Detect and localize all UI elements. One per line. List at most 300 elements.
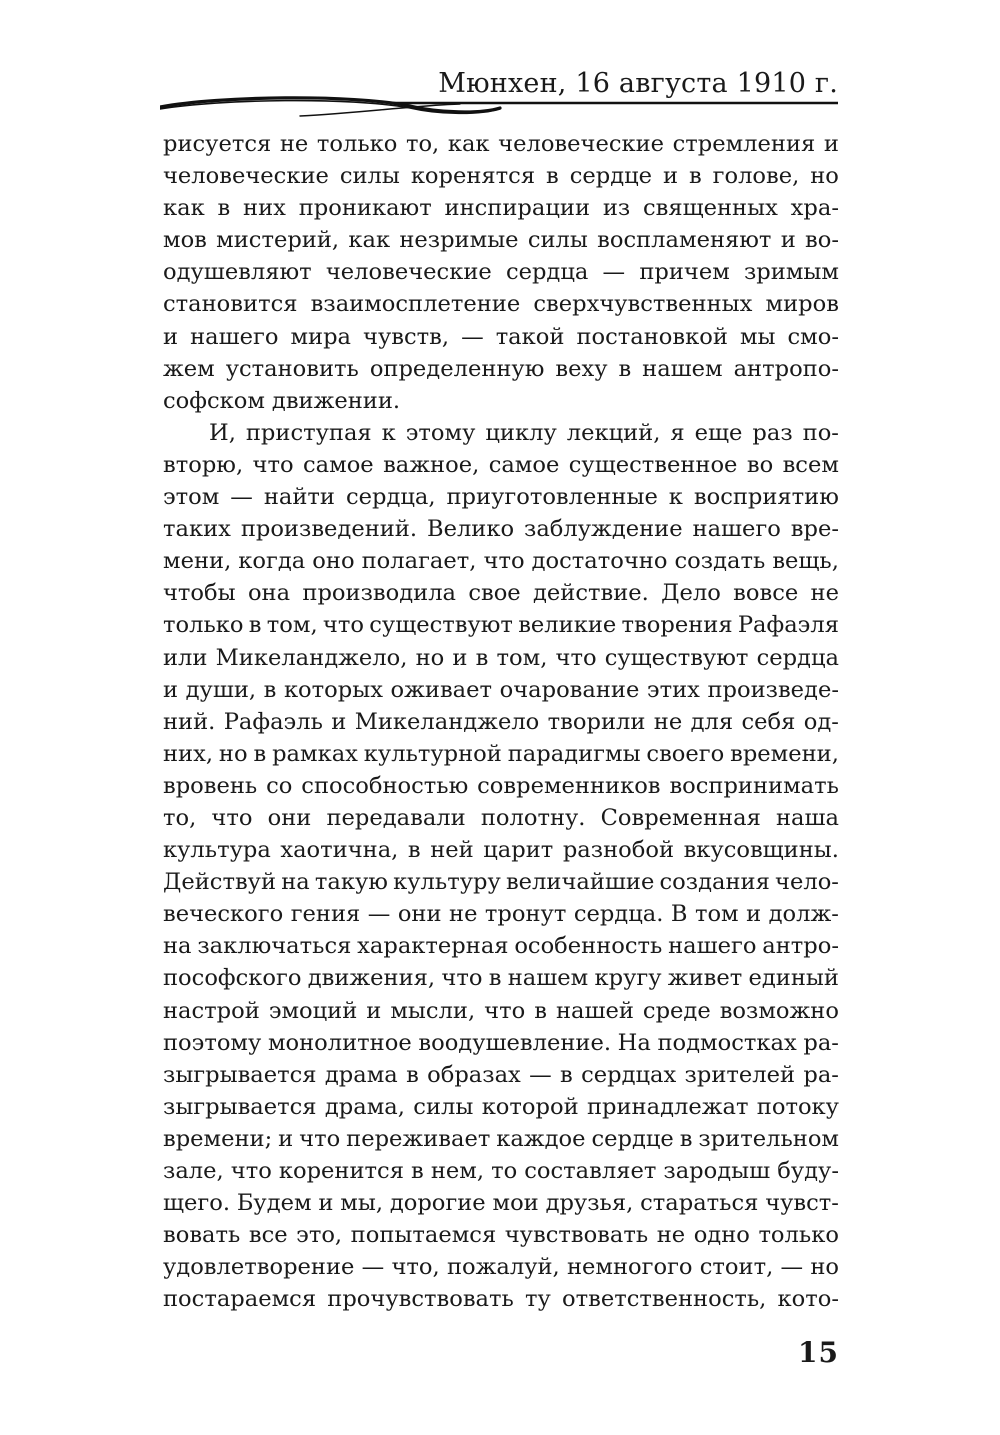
word: нашего — [190, 323, 279, 350]
word: этих — [646, 676, 700, 703]
word: подмостках — [657, 1029, 797, 1056]
word: — — [602, 259, 626, 286]
word: движения, — [307, 965, 436, 992]
word: том, — [496, 644, 548, 671]
word: чувст- — [765, 1190, 839, 1217]
word: великие — [518, 612, 617, 639]
word: в — [248, 612, 262, 639]
word: пософского — [163, 965, 302, 992]
text-line — [163, 160, 839, 192]
word: из — [602, 195, 631, 222]
word: что, — [391, 1254, 440, 1281]
text-line — [163, 1251, 839, 1283]
word: сердца — [505, 259, 589, 286]
text-line — [163, 449, 839, 481]
running-head-title: Мюнхен, 16 августа 1910 г. — [438, 68, 838, 99]
word: попытаемся — [350, 1222, 497, 1249]
word: од- — [803, 708, 839, 735]
word: ний. — [163, 708, 216, 735]
word: это, — [296, 1222, 343, 1249]
word: сверхчувственных — [533, 291, 753, 318]
word: Рафаэля — [737, 612, 839, 639]
word: культуру — [393, 869, 501, 896]
word: на — [163, 933, 192, 960]
word: сердце — [591, 1125, 674, 1152]
word: лекций, — [566, 419, 661, 446]
word: достаточно — [531, 548, 668, 575]
word: особенность — [514, 933, 663, 960]
word: в — [406, 1061, 419, 1088]
word: жем — [163, 355, 215, 382]
text-line — [163, 930, 839, 962]
word: зале, — [163, 1158, 224, 1184]
word: не — [656, 1222, 686, 1249]
word: человеческие — [325, 259, 492, 286]
word: нашего — [692, 516, 781, 543]
word: стараться — [640, 1190, 759, 1217]
text-line — [163, 1027, 839, 1059]
word: по- — [802, 419, 839, 446]
text-line — [163, 513, 839, 545]
word: не — [653, 708, 683, 735]
word: и — [746, 901, 762, 928]
word: способностью — [301, 772, 469, 799]
word: этому — [405, 419, 476, 446]
word: как — [447, 131, 490, 157]
text-line — [163, 577, 839, 609]
word: культура — [163, 837, 271, 864]
word: мира — [290, 323, 352, 350]
word: рамках — [272, 740, 358, 767]
word: в — [407, 837, 421, 864]
word: таких — [163, 516, 231, 543]
text-line — [163, 545, 839, 577]
word: движении. — [271, 387, 401, 414]
word: драма — [324, 1061, 398, 1088]
word: зрительном — [698, 1125, 839, 1152]
word: одушевляют — [163, 259, 312, 286]
text-line — [163, 1219, 839, 1251]
word: самое — [303, 451, 374, 478]
word: силы — [527, 227, 588, 254]
word: существуют — [369, 612, 513, 639]
word: не — [810, 580, 839, 607]
word: воодушевление. — [418, 1029, 611, 1056]
word: И, — [209, 419, 236, 446]
word: каждое — [496, 1125, 586, 1152]
word: взаимосплетение — [310, 291, 521, 318]
word: установить — [225, 355, 359, 382]
word: нашего — [668, 933, 757, 960]
word: том — [694, 901, 739, 928]
word: современников — [477, 772, 661, 799]
word: вре- — [790, 516, 839, 543]
word: смо- — [787, 323, 839, 350]
word: веческого — [163, 901, 284, 928]
text-line — [163, 995, 839, 1027]
word: не — [449, 901, 478, 928]
word: и — [452, 644, 468, 671]
word: — — [361, 1254, 385, 1281]
word: чтобы — [163, 580, 236, 607]
word: них, — [163, 740, 214, 767]
word: ту — [525, 1286, 551, 1313]
word: сердце — [569, 163, 653, 190]
word: хаотична, — [280, 837, 399, 864]
word: очарование — [499, 676, 640, 703]
word: характерная — [357, 933, 509, 960]
word: мов — [163, 227, 207, 254]
word: наша — [775, 804, 839, 831]
word: что — [252, 451, 294, 478]
word: В — [670, 901, 688, 928]
word: во- — [805, 227, 839, 254]
text-line — [163, 706, 839, 738]
word: буду- — [777, 1158, 839, 1184]
word: ра- — [803, 1061, 839, 1088]
word: в — [475, 644, 489, 671]
word: приуготовленные — [446, 484, 658, 511]
word: со — [266, 772, 293, 799]
word: культурной — [363, 740, 502, 767]
word: — — [230, 484, 253, 511]
word: к — [668, 484, 683, 511]
word: такую — [314, 869, 388, 896]
word: для — [690, 708, 734, 735]
word: что — [230, 1158, 272, 1184]
word: зримым — [743, 259, 839, 286]
text-line — [163, 1123, 839, 1155]
word: души, — [185, 676, 257, 703]
word: человеческие — [498, 131, 665, 157]
word: воспринимать — [669, 772, 839, 799]
word: — — [367, 901, 391, 928]
text-line — [163, 770, 839, 802]
word: ней — [430, 837, 474, 864]
word: в — [560, 1061, 573, 1088]
text-line — [163, 353, 839, 385]
word: долж- — [768, 901, 839, 928]
word: Действуй — [163, 869, 277, 896]
word: стремления — [672, 131, 816, 157]
word: к — [381, 419, 396, 446]
word: рисуется — [163, 131, 272, 157]
word: важное, — [383, 451, 480, 478]
word: силы — [413, 1093, 474, 1120]
word: они — [397, 901, 442, 928]
word: величайшие — [505, 869, 655, 896]
word: — — [461, 323, 484, 350]
word: щего. — [163, 1190, 230, 1217]
text-line — [163, 738, 839, 770]
word: когда — [238, 548, 306, 575]
text-line — [163, 1155, 839, 1187]
word: воспламеняют — [597, 227, 772, 254]
word: творения — [621, 612, 733, 639]
word: сердца — [756, 644, 839, 671]
word: коренятся — [410, 163, 536, 190]
text-line — [163, 481, 839, 513]
word: зыгрывается — [163, 1061, 317, 1088]
word: что — [211, 804, 253, 831]
word: эмоций — [268, 997, 358, 1024]
word: в — [688, 163, 702, 190]
word: создания — [659, 869, 770, 896]
word: Дело — [661, 580, 721, 607]
word: раз — [752, 419, 793, 446]
text-line — [163, 1187, 839, 1219]
word: времени, — [730, 740, 839, 767]
word: только — [316, 131, 398, 157]
text-line — [163, 385, 839, 417]
word: определенную — [369, 355, 545, 382]
word: среде — [642, 997, 711, 1024]
word: чувств, — [363, 323, 450, 350]
text-line — [163, 834, 839, 866]
word: этом — [163, 484, 220, 511]
word: образах — [427, 1061, 521, 1088]
word: во — [746, 451, 774, 478]
word: коренится — [278, 1158, 404, 1184]
word: вторю, — [163, 451, 244, 478]
word: Современная — [600, 804, 761, 831]
word: тронут — [484, 901, 567, 928]
word: Микеланджело, — [215, 644, 408, 671]
word: ответственность, — [562, 1286, 767, 1313]
word: в — [679, 1125, 693, 1152]
word: создать — [674, 548, 766, 575]
word: мы — [739, 323, 776, 350]
word: и — [163, 676, 179, 703]
body-text — [163, 128, 839, 1315]
word: нашем — [642, 355, 723, 382]
word: постараемся — [163, 1286, 317, 1313]
word: кото- — [777, 1286, 839, 1313]
word: найти — [263, 484, 335, 511]
word: своего — [646, 740, 725, 767]
word: царит — [483, 837, 554, 864]
word: зыгрывается — [163, 1093, 317, 1120]
word: возможно — [719, 997, 839, 1024]
word: только — [758, 1222, 839, 1249]
word: проникают — [298, 195, 432, 222]
word: постановкой — [576, 323, 728, 350]
word: веху — [555, 355, 608, 382]
word: но — [415, 644, 445, 671]
word: себя — [741, 708, 796, 735]
word: то, — [405, 131, 440, 157]
word: такой — [495, 323, 565, 350]
word: единый — [748, 965, 839, 992]
word: друзья, — [545, 1190, 634, 1217]
word: вровень — [163, 772, 258, 799]
word: — — [780, 1254, 804, 1281]
word: и — [278, 1125, 294, 1152]
word: хра- — [790, 195, 839, 222]
word: становится — [163, 291, 298, 318]
word: она — [247, 580, 291, 607]
text-line — [163, 898, 839, 930]
word: удовлетворение — [163, 1254, 355, 1281]
word: передавали — [326, 804, 466, 831]
text-line — [163, 962, 839, 994]
word: действие. — [533, 580, 649, 607]
word: существуют — [604, 644, 749, 671]
word: все — [248, 1222, 288, 1249]
word: пожалуй, — [446, 1254, 560, 1281]
word: или — [163, 644, 208, 671]
word: они — [267, 804, 312, 831]
word: приступая — [245, 419, 372, 446]
word: одно — [693, 1222, 750, 1249]
word: священных — [643, 195, 778, 222]
word: и — [823, 131, 839, 157]
word: Будем — [236, 1190, 312, 1217]
word: производила — [302, 580, 457, 607]
word: голове, — [712, 163, 800, 190]
word: драма, — [324, 1093, 405, 1120]
word: гения — [290, 901, 361, 928]
word: и — [318, 1190, 334, 1217]
word: мои — [492, 1190, 539, 1217]
word: вкусовщины. — [683, 837, 839, 864]
word: Велико — [426, 516, 515, 543]
word: нем, — [430, 1158, 485, 1184]
word: произведе- — [707, 676, 839, 703]
word: еще — [694, 419, 743, 446]
text-line — [163, 256, 839, 288]
word: том, — [266, 612, 318, 639]
word: циклу — [485, 419, 557, 446]
text-line — [163, 1091, 839, 1123]
word: и — [331, 708, 347, 735]
word: не — [279, 131, 309, 157]
word: Рафаэль — [223, 708, 323, 735]
page-number: 15 — [798, 1336, 839, 1369]
word: антропо- — [733, 355, 839, 382]
word: софском — [163, 387, 265, 414]
word: что — [555, 644, 597, 671]
word: что — [483, 548, 525, 575]
word: что — [322, 612, 364, 639]
word: но — [218, 740, 248, 767]
text-line — [163, 128, 839, 160]
word: настрой — [163, 997, 260, 1024]
word: что — [441, 965, 483, 992]
text-line — [163, 674, 839, 706]
word: На — [617, 1029, 651, 1056]
word: полагает, — [361, 548, 477, 575]
text-line — [163, 609, 839, 641]
word: силы — [339, 163, 400, 190]
word: сердцах — [581, 1061, 677, 1088]
word: заключаться — [197, 933, 352, 960]
word: в — [253, 740, 267, 767]
word: чувствовать — [504, 1222, 649, 1249]
word: оно — [312, 548, 355, 575]
word: творили — [547, 708, 646, 735]
word: инспирации — [444, 195, 591, 222]
word: восприятию — [693, 484, 839, 511]
word: и — [780, 227, 796, 254]
word: антро- — [762, 933, 839, 960]
word: и — [163, 323, 179, 350]
word: только — [163, 612, 244, 639]
word: но — [810, 1254, 839, 1281]
decorative-rule — [160, 94, 838, 118]
word: но — [810, 163, 839, 190]
word: как — [163, 195, 205, 222]
word: в — [263, 676, 277, 703]
text-line — [163, 321, 839, 353]
word: миров — [765, 291, 839, 318]
word: всем — [782, 451, 839, 478]
word: поэтому — [163, 1029, 262, 1056]
word: времени; — [163, 1125, 273, 1152]
word: сердца. — [573, 901, 664, 928]
word: нашей — [555, 997, 634, 1024]
word: произведений. — [240, 516, 418, 543]
word: Микеланджело — [354, 708, 540, 735]
word: кругу — [594, 965, 662, 992]
word: мы, — [340, 1190, 384, 1217]
text-line — [163, 417, 839, 449]
text-line — [163, 1283, 839, 1315]
word: зрителей — [684, 1061, 796, 1088]
text-line — [163, 802, 839, 834]
word: составляет — [524, 1158, 657, 1184]
word: в — [618, 355, 632, 382]
word: мени, — [163, 548, 232, 575]
word: стоит, — [699, 1254, 774, 1281]
word: живет — [667, 965, 743, 992]
running-head — [160, 64, 838, 114]
word: нашем — [507, 965, 589, 992]
word: я — [670, 419, 685, 446]
word: то — [491, 1158, 518, 1184]
word: человеческие — [163, 163, 329, 190]
word: дорогие — [389, 1190, 486, 1217]
word: как — [348, 227, 391, 254]
word: полотну. — [480, 804, 586, 831]
word: вещь, — [772, 548, 839, 575]
word: принадлежат — [586, 1093, 749, 1120]
word: причем — [639, 259, 730, 286]
text-line — [163, 192, 839, 224]
word: вовать — [163, 1222, 241, 1249]
word: ра- — [803, 1029, 839, 1056]
word: парадигмы — [507, 740, 641, 767]
word: то, — [163, 804, 197, 831]
word: в — [411, 1158, 424, 1184]
text-line — [163, 1059, 839, 1091]
word: в — [488, 965, 502, 992]
word: прочувствовать — [327, 1286, 514, 1313]
word: которой — [481, 1093, 579, 1120]
word: и — [662, 163, 679, 190]
word: заблуждение — [524, 516, 683, 543]
word: самое — [488, 451, 560, 478]
word: вовсе — [733, 580, 799, 607]
word: на — [281, 869, 310, 896]
word: разнобой — [562, 837, 675, 864]
word: них — [243, 195, 286, 222]
text-line — [163, 642, 839, 674]
word: мысли, — [390, 997, 476, 1024]
word: существенное — [568, 451, 738, 478]
word: чело- — [775, 869, 839, 896]
word: — — [529, 1061, 552, 1088]
